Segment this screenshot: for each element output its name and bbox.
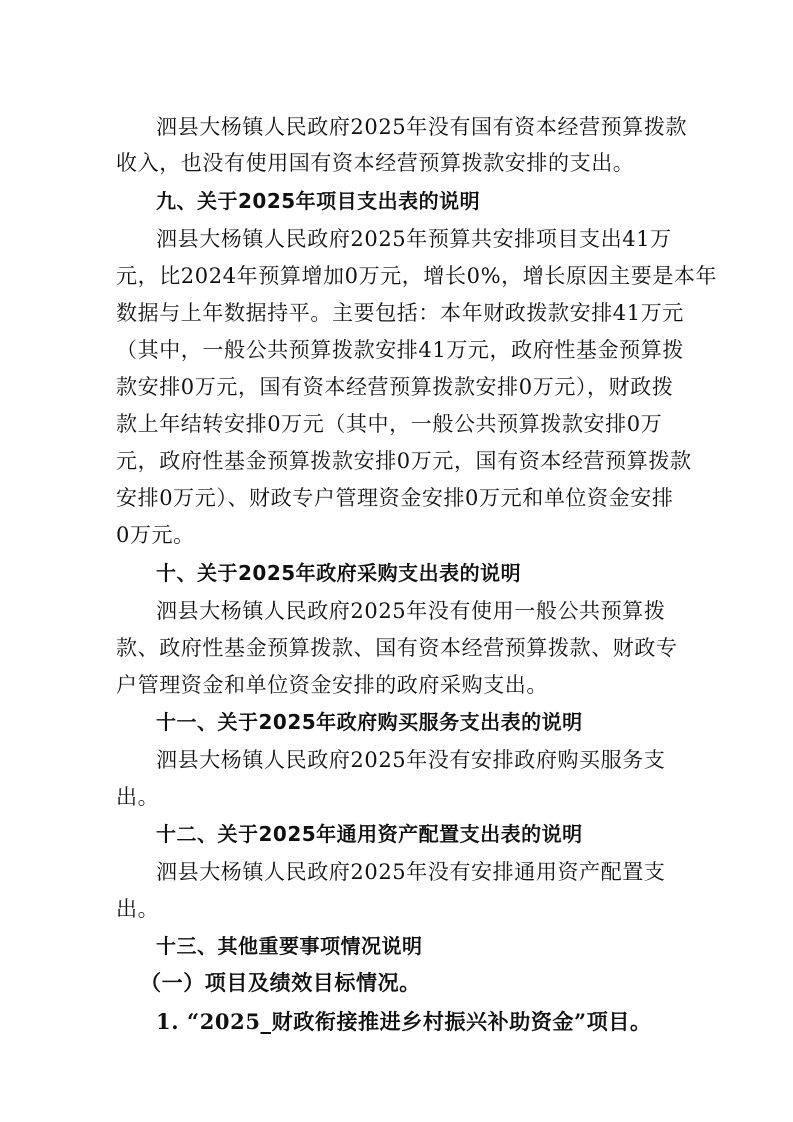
paragraph-line: 泗县大杨镇人民政府2025年预算共安排项目支出41万 <box>156 227 672 251</box>
paragraph-line: 款安排0万元，国有资本经营预算拨款安排0万元），财政拨 <box>116 375 674 399</box>
paragraph-line: 安排0万元）、财政专户管理资金安排0万元和单位资金安排 <box>116 486 674 510</box>
paragraph-line: 数据与上年数据持平。主要包括：本年财政拨款安排41万元 <box>116 301 684 325</box>
paragraph-line: 元，比2024年预算增加0万元，增长0%，增长原因主要是本年 <box>116 264 718 288</box>
section-heading-13: 十三、其他重要事项情况说明 <box>156 934 423 958</box>
paragraph-line: 款、政府性基金预算拨款、国有资本经营预算拨款、财政专 <box>116 636 678 660</box>
paragraph-line: 元，政府性基金预算拨款安排0万元，国有资本经营预算拨款 <box>116 449 692 473</box>
paragraph-line: （其中，一般公共预算拨款安排41万元，政府性基金预算拨 <box>116 338 684 362</box>
paragraph-line: 出。 <box>116 785 160 809</box>
paragraph-line: 泗县大杨镇人民政府2025年没有使用一般公共预算拨 <box>156 599 666 623</box>
section-heading-12: 十二、关于2025年通用资产配置支出表的说明 <box>156 822 583 846</box>
item-heading: 1. “2025_财政衔接推进乡村振兴补助资金”项目。 <box>156 1009 652 1034</box>
paragraph-line: 泗县大杨镇人民政府2025年没有安排政府购买服务支 <box>156 748 666 772</box>
paragraph-line: 出。 <box>116 897 160 921</box>
paragraph-line: 泗县大杨镇人民政府2025年没有国有资本经营预算拨款 <box>156 115 688 139</box>
section-heading-9: 九、关于2025年项目支出表的说明 <box>156 189 481 213</box>
paragraph-line: 泗县大杨镇人民政府2025年没有安排通用资产配置支 <box>156 860 666 884</box>
section-heading-11: 十一、关于2025年政府购买服务支出表的说明 <box>156 710 583 734</box>
paragraph-line: 收入，也没有使用国有资本经营预算拨款安排的支出。 <box>116 151 635 175</box>
paragraph-line: 款上年结转安排0万元（其中，一般公共预算拨款安排0万 <box>116 412 663 436</box>
subsection-heading: （一）项目及绩效目标情况。 <box>140 970 421 995</box>
paragraph-line: 0万元。 <box>116 523 195 547</box>
section-heading-10: 十、关于2025年政府采购支出表的说明 <box>156 561 522 585</box>
paragraph-line: 户管理资金和单位资金安排的政府采购支出。 <box>116 673 548 697</box>
